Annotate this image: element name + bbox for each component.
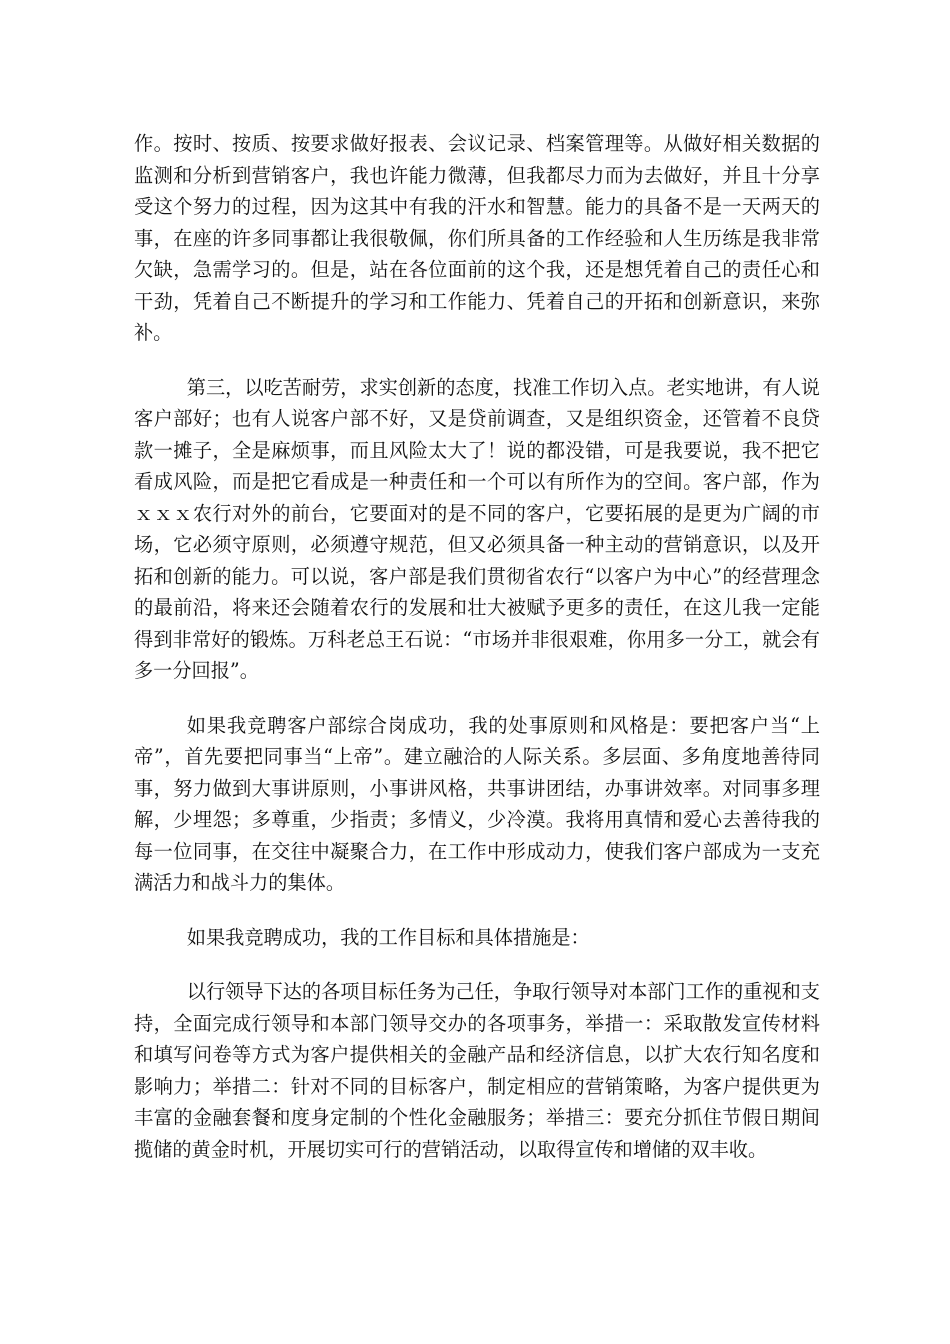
paragraph-continuation: 作。按时、按质、按要求做好报表、会议记录、档案管理等。从做好相关数据的监测和分析到营销客户，我也许能力微薄，但我都尽力而为去做好，并且十分享受这个努力的过程，因为这其中有我的汗水和智慧。能力的具备不是一天两天的事，在座的许多同事都让我很敬佩，你们所具备的工作经验和人生历练是我非常欠缺，急需学习的。但是，站在各位面前的这个我，还是想凭着自己的责任心和干劲，凭着自己不断提升的学习和工作能力、凭着自己的开拓和创新意识，来弥补。 bbox=[134, 132, 820, 344]
paragraph-customer-dept: 第三，以吃苦耐劳，求实创新的态度，找准工作切入点。老实地讲，有人说客户部好；也有人说客户部不好，又是贷前调查，又是组织资金，还管着不良贷款一摊子，全是麻烦事，而且风险太大了！说的都没错，可是我要说，我不把它看成风险，而是把它看成是一种责任和一个可以有所作为的空间。客户部，作为ｘｘｘ农行对外的前台，它要面对的是不同的客户，它要拓展的是更为广阔的市场，它必须守原则，必须遵守规范，但又必须具备一种主动的营销意识，以及开拓和创新的能力。可以说，客户部是我们贯彻省农行“以客户为中心”的经营理念的最前沿，将来还会随着农行的发展和壮大被赋予更多的责任，在这儿我一定能得到非常好的锻炼。万科老总王石说：“市场并非很艰难，你用多一分工，就会有多一分回报”。 bbox=[134, 375, 820, 682]
paragraph-measures: 以行领导下达的各项目标任务为己任，争取行领导对本部门工作的重视和支持，全面完成行领导和本部门领导交办的各项事务，举措一：采取散发宣传材料和填写问卷等方式为客户提供相关的金融产品和经济信息，以扩大农行知名度和影响力；举措二：针对不同的目标客户，制定相应的营销策略，为客户提供更为丰富的金融套餐和度身定制的个性化金融服务；举措三：要充分抓住节假日期间揽储的黄金时机，开展切实可行的营销活动，以取得宣传和增储的双丰收。 bbox=[134, 980, 820, 1161]
document-page bbox=[134, 128, 820, 1188]
paragraph-principles: 如果我竞聘客户部综合岗成功，我的处事原则和风格是：要把客户当“上帝”，首先要把同事当“上帝”。建立融洽的人际关系。多层面、多角度地善待同事，努力做到大事讲原则，小事讲风格，共事讲团结，办事讲效率。对同事多理解，少埋怨；多尊重，少指责；多情义，少冷漠。我将用真情和爱心去善待我的每一位同事，在交往中凝聚合力，在工作中形成动力，使我们客户部成为一支充满活力和战斗力的集体。 bbox=[134, 713, 820, 894]
paragraph-goals-intro: 如果我竞聘成功，我的工作目标和具体措施是： bbox=[186, 925, 590, 949]
